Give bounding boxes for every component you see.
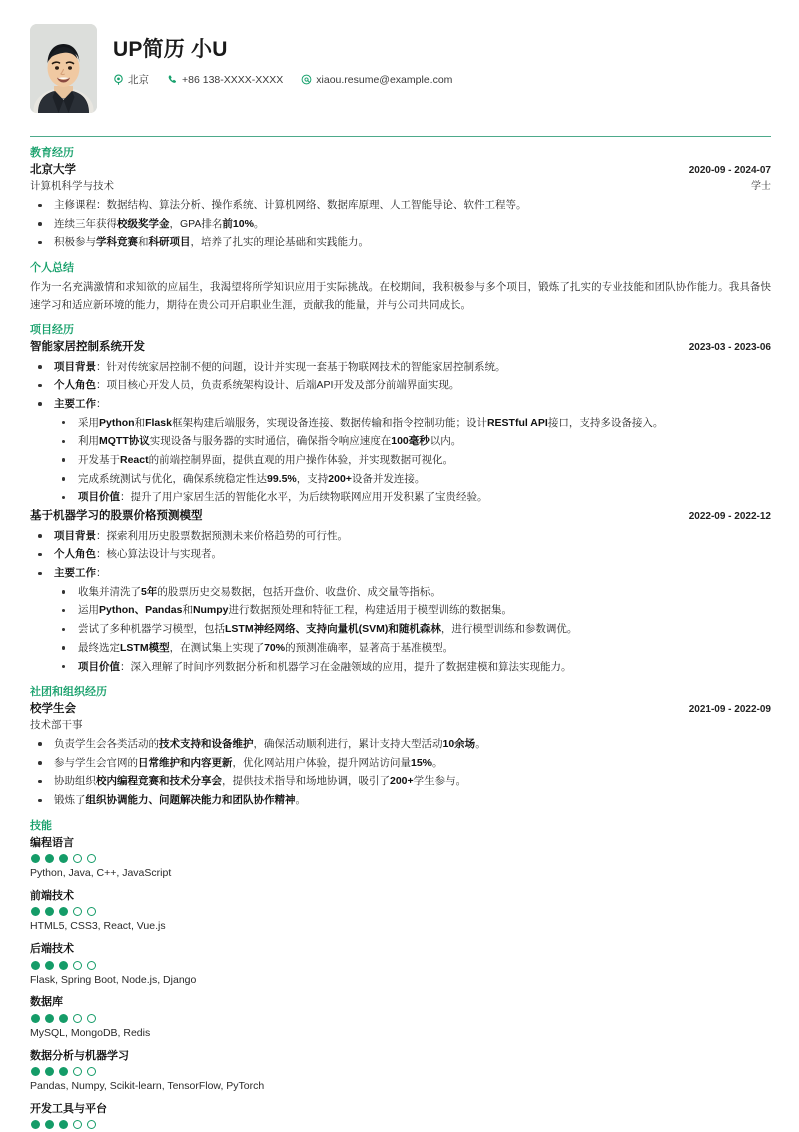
dot-empty (73, 1067, 82, 1076)
skill-item (30, 835, 771, 882)
education-degree: 学士 (751, 180, 771, 192)
candidate-name: UP简历 小U (113, 38, 228, 61)
phone-icon (167, 74, 178, 85)
skill-name: 数据库 (30, 996, 63, 1009)
project-sub-bullets (54, 414, 771, 507)
sub-bullet-item: 运用Python、Pandas和Numpy进行数据预处理和特征工程，构建适用于模型训练的数据集。 (54, 601, 771, 620)
avatar (30, 24, 97, 113)
skill-items-text: Pandas, Numpy, Scikit-learn, TensorFlow, PyTorch (30, 1080, 265, 1093)
skill-list (30, 835, 771, 1130)
bullet-item: 主要工作： 采用Python和Flask框架构建后端服务，实现设备连接、数据传输和指令控制功能；设计RESTful API接口，支持多设备接入。 利用MQTT协议实现设备与服务器的实时通信，确保指令响应速度在100毫秒以内。 开发基于React的前端控制界面，提供直观的用户操作体验，并实现数据可视化。 完成系统测试与优化，确保系统稳定性达99.5%，支持200+设备并发连接。 项目价值：提升了用户家居生活的智能化水平，为后续物联网应用开发积累了宝贵经验。 (30, 395, 771, 507)
dot-filled (59, 1067, 68, 1076)
bullet-item: 个人角色：核心算法设计与实现者。 (30, 545, 771, 564)
education-major: 计算机科学与技术 (30, 179, 114, 192)
project-date: 2023-03 - 2023-06 (688, 341, 771, 353)
dot-empty (73, 961, 82, 970)
education-entry (30, 162, 771, 252)
section-title-organizations: 社团和组织经历 (30, 686, 107, 699)
project-date: 2022-09 - 2022-12 (688, 511, 771, 523)
skill-name: 编程语言 (30, 836, 74, 849)
section-projects (30, 323, 771, 676)
skill-item (30, 941, 771, 988)
dot-filled (45, 854, 54, 863)
contact-location-text: 北京 (128, 74, 149, 87)
project-sub-bullets (54, 583, 771, 676)
dot-empty (87, 907, 96, 916)
sub-bullet-item: 项目价值：深入理解了时间序列数据分析和机器学习在金融领域的应用，提升了数据建模和算法实现能力。 (54, 658, 771, 677)
section-title-education: 教育经历 (30, 147, 74, 159)
contact-phone (167, 74, 283, 86)
dot-filled (31, 854, 40, 863)
skill-items-text: Flask, Spring Boot, Node.js, Django (30, 973, 197, 986)
education-bullets (30, 196, 771, 252)
skill-level-dots (31, 907, 771, 916)
section-education (30, 146, 771, 252)
dot-filled (31, 1014, 40, 1023)
resume-header (30, 24, 771, 113)
sub-bullet-item: 采用Python和Flask框架构建后端服务，实现设备连接、数据传输和指令控制功能；设计RESTful API接口，支持多设备接入。 (54, 414, 771, 433)
sub-bullet-item: 尝试了多种机器学习模型，包括LSTM神经网络、支持向量机(SVM)和随机森林，进行模型训练和参数调优。 (54, 620, 771, 639)
dot-empty (87, 854, 96, 863)
bullet-item: 参与学生会官网的日常维护和内容更新，优化网站用户体验，提升网站访问量15%。 (30, 754, 771, 773)
at-email-icon (301, 74, 312, 85)
section-skills (30, 819, 771, 1132)
bullet-item: 锻炼了组织协调能力、问题解决能力和团队协作精神。 (30, 791, 771, 810)
skill-level-dots (31, 1067, 771, 1076)
dot-empty (73, 854, 82, 863)
location-pin-icon (113, 74, 124, 85)
dot-filled (45, 1120, 54, 1129)
project-entry (30, 508, 771, 676)
dot-empty (87, 961, 96, 970)
skill-item (30, 1101, 771, 1130)
dot-empty (87, 1120, 96, 1129)
skill-level-dots (31, 854, 771, 863)
bullet-item: 项目背景：针对传统家居控制不便的问题，设计并实现一套基于物联网技术的智能家居控制系统。 (30, 358, 771, 377)
skill-item (30, 1048, 771, 1095)
dot-empty (73, 1014, 82, 1023)
project-bullets (30, 358, 771, 508)
skill-item (30, 994, 771, 1041)
dot-empty (87, 1014, 96, 1023)
dot-empty (87, 1067, 96, 1076)
bullet-item: 连续三年获得校级奖学金，GPA排名前10%。 (30, 215, 771, 234)
section-summary (30, 261, 771, 314)
bullet-item: 协助组织校内编程竞赛和技术分享会，提供技术指导和场地协调，吸引了200+学生参与。 (30, 772, 771, 791)
section-organizations (30, 685, 771, 809)
dot-filled (31, 907, 40, 916)
dot-filled (59, 961, 68, 970)
section-title-projects: 项目经历 (30, 324, 74, 337)
organization-bullets (30, 735, 771, 810)
project-bullets (30, 527, 771, 677)
section-title-skills: 技能 (30, 819, 52, 832)
project-name: 智能家居控制系统开发 (30, 340, 145, 353)
dot-filled (31, 1120, 40, 1129)
dot-filled (45, 1067, 54, 1076)
bullet-item: 项目背景：探索利用历史股票数据预测未来价格趋势的可行性。 (30, 527, 771, 546)
dot-filled (31, 961, 40, 970)
dot-filled (45, 1014, 54, 1023)
contact-email (301, 74, 452, 86)
skill-items-text: Python, Java, C++, JavaScript (30, 867, 172, 880)
dot-filled (59, 1014, 68, 1023)
sub-bullet-item: 开发基于React的前端控制界面，提供直观的用户操作体验，并实现数据可视化。 (54, 451, 771, 470)
sub-bullet-item: 项目价值：提升了用户家居生活的智能化水平，为后续物联网应用开发积累了宝贵经验。 (54, 488, 771, 507)
header-divider (30, 136, 771, 137)
section-title-summary: 个人总结 (30, 262, 74, 275)
education-date: 2020-09 - 2024-07 (688, 164, 771, 176)
education-school: 北京大学 (30, 163, 76, 176)
skill-name: 前端技术 (30, 889, 74, 902)
bullet-item: 主修课程：数据结构、算法分析、操作系统、计算机网络、数据库原理、人工智能导论、软件工程等。 (30, 196, 771, 215)
sub-bullet-item: 利用MQTT协议实现设备与服务器的实时通信，确保指令响应速度在100毫秒以内。 (54, 432, 771, 451)
dot-filled (31, 1067, 40, 1076)
contact-phone-text: +86 138-XXXX-XXXX (182, 73, 284, 86)
skill-name: 开发工具与平台 (30, 1102, 107, 1115)
dot-filled (59, 1120, 68, 1129)
bullet-item: 负责学生会各类活动的技术支持和设备维护，确保活动顺利进行，累计支持大型活动10余场。 (30, 735, 771, 754)
bullet-item: 积极参与学科竞赛和科研项目，培养了扎实的理论基础和实践能力。 (30, 233, 771, 252)
dot-filled (59, 854, 68, 863)
dot-filled (59, 907, 68, 916)
skill-level-dots (31, 961, 771, 970)
project-name: 基于机器学习的股票价格预测模型 (30, 510, 203, 523)
sub-bullet-item: 收集并清洗了5年的股票历史交易数据，包括开盘价、收盘价、成交量等指标。 (54, 583, 771, 602)
bullet-item: 主要工作： 收集并清洗了5年的股票历史交易数据，包括开盘价、收盘价、成交量等指标。 运用Python、Pandas和Numpy进行数据预处理和特征工程，构建适用于模型训练的数据集。 尝试了多种机器学习模型，包括LSTM神经网络、支持向量机(SVM)和随机森林，进行模型训练和参数调优。 最终选定LSTM模型，在测试集上实现了70%的预测准确率，显著高于基准模型。 项目价值：深入理解了时间序列数据分析和机器学习在金融领域的应用，提升了数据建模和算法实现能力。 (30, 564, 771, 676)
bullet-item: 个人角色：项目核心开发人员，负责系统架构设计、后端API开发及部分前端界面实现。 (30, 376, 771, 395)
contact-email-text: xiaou.resume@example.com (316, 73, 453, 86)
skill-level-dots (31, 1120, 771, 1129)
summary-text: 作为一名充满激情和求知欲的应届生，我渴望将所学知识应用于实际挑战。在校期间，我积极参与多个项目，锻炼了扎实的专业技能和团队协作能力。我具备快速学习和适应新环境的能力，期待在贵公司开启职业生涯，贡献我的能量，并与公司共同成长。 (30, 280, 771, 311)
contact-location (113, 72, 149, 87)
project-entry (30, 339, 771, 507)
dot-filled (45, 907, 54, 916)
organization-date: 2021-09 - 2022-09 (688, 704, 771, 716)
dot-empty (73, 907, 82, 916)
dot-empty (73, 1120, 82, 1129)
sub-bullet-item: 完成系统测试与优化，确保系统稳定性达99.5%，支持200+设备并发连接。 (54, 470, 771, 489)
skill-level-dots (31, 1014, 771, 1023)
skill-name: 数据分析与机器学习 (30, 1049, 129, 1062)
skill-item (30, 888, 771, 935)
project-list (30, 339, 771, 676)
organization-name: 校学生会 (30, 703, 76, 716)
skill-items-text: HTML5, CSS3, React, Vue.js (30, 920, 166, 933)
organization-role: 技术部干事 (30, 718, 83, 731)
dot-filled (45, 961, 54, 970)
sub-bullet-item: 最终选定LSTM模型，在测试集上实现了70%的预测准确率，显著高于基准模型。 (54, 639, 771, 658)
organization-entry (30, 701, 771, 810)
contact-list (113, 72, 452, 87)
skill-items-text: MySQL, MongoDB, Redis (30, 1026, 151, 1039)
skill-name: 后端技术 (30, 943, 74, 956)
